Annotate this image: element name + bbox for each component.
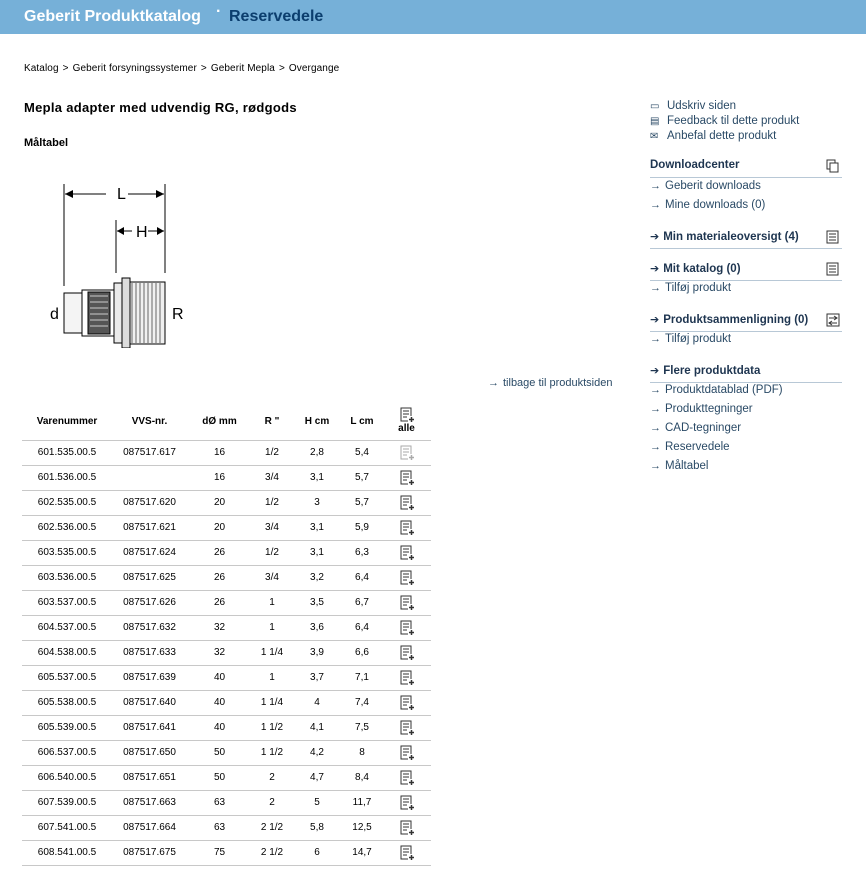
add-to-list-button[interactable] xyxy=(382,615,431,640)
cell-thread: 2 xyxy=(252,790,292,815)
cell-vvs-nr: 087517.626 xyxy=(112,590,187,615)
cell-h: 3,5 xyxy=(292,590,342,615)
cell-diameter: 32 xyxy=(187,615,252,640)
my-catalog-heading[interactable]: ➔ Mit katalog (0) xyxy=(650,262,842,281)
cell-thread: 1/2 xyxy=(252,490,292,515)
cell-l: 8 xyxy=(342,740,382,765)
cell-l: 12,5 xyxy=(342,815,382,840)
recommend-link[interactable]: ✉ Anbefal dette produkt xyxy=(650,130,777,142)
col-header-h: H cm xyxy=(292,403,342,440)
table-row xyxy=(22,815,431,840)
cell-diameter: 75 xyxy=(187,840,252,865)
table-row xyxy=(22,740,431,765)
table-row xyxy=(22,790,431,815)
add-to-list-button[interactable] xyxy=(382,740,431,765)
cell-l: 14,7 xyxy=(342,840,382,865)
cell-vvs-nr: 087517.641 xyxy=(112,715,187,740)
cell-diameter: 20 xyxy=(187,515,252,540)
cell-diameter: 20 xyxy=(187,490,252,515)
cell-h: 3,1 xyxy=(292,540,342,565)
cell-vvs-nr: 087517.651 xyxy=(112,765,187,790)
maaltabel-heading: Måltabel xyxy=(24,137,69,149)
cell-vvs-nr: 087517.633 xyxy=(112,640,187,665)
cell-h: 4,1 xyxy=(292,715,342,740)
document-add-icon xyxy=(399,470,415,486)
document-add-icon xyxy=(399,520,415,536)
add-to-list-button[interactable] xyxy=(382,640,431,665)
cell-diameter: 63 xyxy=(187,790,252,815)
table-row xyxy=(22,690,431,715)
datasheet-pdf-link[interactable]: → Produktdatablad (PDF) xyxy=(650,384,783,396)
cell-varenummer: 601.536.00.5 xyxy=(22,465,112,490)
copy-icon xyxy=(826,159,840,173)
page-title: Mepla adapter med udvendig RG, rødgods xyxy=(24,100,297,115)
cell-diameter: 40 xyxy=(187,715,252,740)
arrow-right-icon: → xyxy=(650,403,661,415)
cell-vvs-nr: 087517.617 xyxy=(112,440,187,465)
cell-h: 3,2 xyxy=(292,565,342,590)
cell-varenummer: 601.535.00.5 xyxy=(22,440,112,465)
cell-diameter: 16 xyxy=(187,465,252,490)
label-h: H xyxy=(136,224,148,241)
arrow-right-icon: → xyxy=(650,384,661,396)
cell-diameter: 63 xyxy=(187,815,252,840)
arrow-right-icon: ➔ xyxy=(650,263,660,275)
section-title-reservedele[interactable]: Reservedele xyxy=(229,8,324,25)
document-add-icon xyxy=(399,820,415,836)
back-to-product-link[interactable]: → tilbage til produktsiden xyxy=(488,377,613,389)
cell-h: 6 xyxy=(292,840,342,865)
cell-diameter: 16 xyxy=(187,440,252,465)
cell-thread: 3/4 xyxy=(252,465,292,490)
cell-thread: 1 1/4 xyxy=(252,690,292,715)
geberit-downloads-link[interactable]: → Geberit downloads xyxy=(650,180,761,192)
arrow-right-icon: → xyxy=(650,460,661,472)
cell-varenummer: 603.536.00.5 xyxy=(22,565,112,590)
printer-icon: ▭ xyxy=(650,101,660,112)
cell-l: 5,7 xyxy=(342,490,382,515)
cell-thread: 1/2 xyxy=(252,540,292,565)
add-to-list-button[interactable] xyxy=(382,815,431,840)
compare-icon xyxy=(826,313,840,327)
catalog-icon xyxy=(826,262,840,276)
speech-bubble-icon: ▤ xyxy=(650,116,660,127)
document-add-icon xyxy=(399,695,415,711)
table-row xyxy=(22,590,431,615)
document-add-icon xyxy=(399,620,415,636)
add-to-list-button[interactable] xyxy=(382,765,431,790)
document-add-icon xyxy=(399,545,415,561)
label-d: d xyxy=(50,306,59,323)
cell-h: 3,1 xyxy=(292,465,342,490)
cell-diameter: 26 xyxy=(187,540,252,565)
cell-l: 6,4 xyxy=(342,615,382,640)
cell-vvs-nr: 087517.624 xyxy=(112,540,187,565)
add-to-list-button[interactable] xyxy=(382,590,431,615)
document-add-icon xyxy=(399,795,415,811)
cell-vvs-nr: 087517.650 xyxy=(112,740,187,765)
cell-h: 5,8 xyxy=(292,815,342,840)
cell-thread: 3/4 xyxy=(252,565,292,590)
cell-h: 3,6 xyxy=(292,615,342,640)
cell-h: 4,7 xyxy=(292,765,342,790)
cell-h: 3,1 xyxy=(292,515,342,540)
cell-varenummer: 605.537.00.5 xyxy=(22,665,112,690)
arrow-right-icon: → xyxy=(650,441,661,453)
cell-vvs-nr: 087517.663 xyxy=(112,790,187,815)
arrow-right-icon: → xyxy=(488,377,499,389)
catalog-add-product-link[interactable]: → Tilføj produkt xyxy=(650,282,732,294)
col-header-varenummer: Varenummer xyxy=(22,403,112,440)
dimension-drawing xyxy=(44,178,194,348)
table-row xyxy=(22,715,431,740)
cell-varenummer: 605.539.00.5 xyxy=(22,715,112,740)
cell-l: 6,7 xyxy=(342,590,382,615)
label-r: R xyxy=(172,306,184,323)
brand-separator: · xyxy=(216,3,222,20)
cell-l: 7,1 xyxy=(342,665,382,690)
cell-thread: 2 1/2 xyxy=(252,840,292,865)
add-to-list-button[interactable] xyxy=(382,465,431,490)
cell-thread: 1 1/2 xyxy=(252,715,292,740)
arrow-right-icon: ➔ xyxy=(650,231,660,243)
cell-thread: 2 xyxy=(252,765,292,790)
cell-vvs-nr: 087517.625 xyxy=(112,565,187,590)
table-row xyxy=(22,640,431,665)
table-row xyxy=(22,665,431,690)
table-row xyxy=(22,490,431,515)
cell-varenummer: 602.536.00.5 xyxy=(22,515,112,540)
document-add-icon xyxy=(399,570,415,586)
table-row xyxy=(22,440,431,465)
document-add-icon xyxy=(399,720,415,736)
cell-l: 5,9 xyxy=(342,515,382,540)
arrow-right-icon: → xyxy=(650,199,661,211)
material-overview-heading[interactable]: ➔ Min materialeoversigt (4) xyxy=(650,230,842,249)
add-to-list-button[interactable] xyxy=(382,790,431,815)
cell-thread: 3/4 xyxy=(252,515,292,540)
add-to-list-button[interactable] xyxy=(382,515,431,540)
add-all-button[interactable] xyxy=(382,403,431,440)
cell-varenummer: 605.538.00.5 xyxy=(22,690,112,715)
cell-l: 7,4 xyxy=(342,690,382,715)
feedback-link[interactable]: ▤ Feedback til dette produkt xyxy=(650,115,800,127)
spare-parts-link[interactable]: → Reservedele xyxy=(650,441,730,453)
table-row xyxy=(22,515,431,540)
cell-l: 6,4 xyxy=(342,565,382,590)
document-add-icon xyxy=(399,595,415,611)
cell-varenummer: 603.535.00.5 xyxy=(22,540,112,565)
arrow-right-icon: → xyxy=(650,282,661,294)
top-banner xyxy=(0,0,866,34)
cell-thread: 1 1/4 xyxy=(252,640,292,665)
breadcrumb-item-forsyningssystemer[interactable]: Geberit forsyningssystemer xyxy=(72,63,197,74)
cell-thread: 1 xyxy=(252,665,292,690)
cell-varenummer: 607.539.00.5 xyxy=(22,790,112,815)
document-add-icon xyxy=(399,407,415,423)
document-add-icon xyxy=(399,645,415,661)
add-to-list-button[interactable] xyxy=(382,715,431,740)
add-to-list-button[interactable] xyxy=(382,540,431,565)
breadcrumb-item-overgange[interactable]: Overgange xyxy=(288,63,340,74)
cell-h: 3 xyxy=(292,490,342,515)
table-row xyxy=(22,840,431,865)
col-header-r: R " xyxy=(252,403,292,440)
arrow-right-icon: ➔ xyxy=(650,365,660,377)
table-row xyxy=(22,765,431,790)
table-header-row xyxy=(22,403,431,440)
cell-thread: 2 1/2 xyxy=(252,815,292,840)
breadcrumb-item-mepla[interactable]: Geberit Mepla xyxy=(210,63,275,74)
cell-varenummer: 608.541.00.5 xyxy=(22,840,112,865)
cell-vvs-nr: 087517.632 xyxy=(112,615,187,640)
cell-h: 3,9 xyxy=(292,640,342,665)
cell-vvs-nr: 087517.675 xyxy=(112,840,187,865)
cell-h: 4 xyxy=(292,690,342,715)
cell-varenummer: 603.537.00.5 xyxy=(22,590,112,615)
cell-thread: 1 xyxy=(252,590,292,615)
table-row xyxy=(22,540,431,565)
document-add-icon xyxy=(399,745,415,761)
envelope-icon: ✉ xyxy=(650,131,659,142)
cell-vvs-nr: 087517.639 xyxy=(112,665,187,690)
cad-drawings-link[interactable]: → CAD-tegninger xyxy=(650,422,742,434)
more-product-data-heading[interactable]: ➔ Flere produktdata xyxy=(650,364,842,383)
cell-h: 4,2 xyxy=(292,740,342,765)
add-to-list-button[interactable] xyxy=(382,665,431,690)
cell-diameter: 32 xyxy=(187,640,252,665)
cell-l: 7,5 xyxy=(342,715,382,740)
col-header-d: dØ mm xyxy=(187,403,252,440)
cell-vvs-nr: 087517.621 xyxy=(112,515,187,540)
downloadcenter-heading[interactable]: Downloadcenter xyxy=(650,159,842,178)
cell-vvs-nr: 087517.640 xyxy=(112,690,187,715)
add-to-list-button[interactable] xyxy=(382,840,431,865)
cell-diameter: 26 xyxy=(187,590,252,615)
dimension-table xyxy=(22,403,431,866)
cell-varenummer: 606.540.00.5 xyxy=(22,765,112,790)
document-add-icon xyxy=(399,770,415,786)
add-to-list-button[interactable] xyxy=(382,690,431,715)
cell-diameter: 40 xyxy=(187,690,252,715)
print-page-link[interactable]: ▭ Udskriv siden xyxy=(650,100,737,112)
cell-diameter: 50 xyxy=(187,765,252,790)
cell-l: 6,6 xyxy=(342,640,382,665)
product-compare-heading[interactable]: ➔ Produktsammenligning (0) xyxy=(650,313,842,332)
list-icon xyxy=(826,230,840,244)
cell-l: 11,7 xyxy=(342,790,382,815)
breadcrumb: Katalog > Geberit forsyningssystemer > Geberit Mepla > Overgange xyxy=(24,63,340,74)
document-add-icon xyxy=(399,495,415,511)
cell-diameter: 50 xyxy=(187,740,252,765)
cell-vvs-nr: 087517.664 xyxy=(112,815,187,840)
cell-diameter: 26 xyxy=(187,565,252,590)
document-add-icon xyxy=(399,670,415,686)
cell-l: 5,7 xyxy=(342,465,382,490)
arrow-right-icon: → xyxy=(650,333,661,345)
document-add-icon xyxy=(399,445,415,461)
dimension-table-link[interactable]: → Måltabel xyxy=(650,460,709,472)
cell-l: 5,4 xyxy=(342,440,382,465)
cell-l: 8,4 xyxy=(342,765,382,790)
add-to-list-button[interactable] xyxy=(382,490,431,515)
cell-vvs-nr xyxy=(112,465,187,490)
cell-varenummer: 602.535.00.5 xyxy=(22,490,112,515)
compare-add-product-link[interactable]: → Tilføj produkt xyxy=(650,333,732,345)
cell-h: 2,8 xyxy=(292,440,342,465)
cell-vvs-nr: 087517.620 xyxy=(112,490,187,515)
my-downloads-link[interactable]: → Mine downloads (0) xyxy=(650,199,766,211)
cell-varenummer: 607.541.00.5 xyxy=(22,815,112,840)
add-all-label: alle xyxy=(398,423,415,435)
cell-thread: 1 1/2 xyxy=(252,740,292,765)
table-row xyxy=(22,565,431,590)
cell-varenummer: 604.538.00.5 xyxy=(22,640,112,665)
table-row xyxy=(22,615,431,640)
cell-h: 3,7 xyxy=(292,665,342,690)
add-to-list-button[interactable] xyxy=(382,565,431,590)
col-header-l: L cm xyxy=(342,403,382,440)
cell-l: 6,3 xyxy=(342,540,382,565)
add-to-list-button[interactable] xyxy=(382,440,431,465)
cell-thread: 1/2 xyxy=(252,440,292,465)
document-add-icon xyxy=(399,845,415,861)
cell-varenummer: 604.537.00.5 xyxy=(22,615,112,640)
brand-title[interactable]: Geberit Produktkatalog xyxy=(24,8,201,25)
arrow-right-icon: → xyxy=(650,180,661,192)
cell-varenummer: 606.537.00.5 xyxy=(22,740,112,765)
cell-h: 5 xyxy=(292,790,342,815)
cell-diameter: 40 xyxy=(187,665,252,690)
table-body xyxy=(22,440,431,865)
col-header-vvs: VVS-nr. xyxy=(112,403,187,440)
table-row xyxy=(22,465,431,490)
arrow-right-icon: ➔ xyxy=(650,314,660,326)
arrow-right-icon: → xyxy=(650,422,661,434)
label-l: L xyxy=(117,186,126,203)
cell-thread: 1 xyxy=(252,615,292,640)
breadcrumb-item-katalog[interactable]: Katalog xyxy=(24,63,59,74)
product-drawings-link[interactable]: → Produkttegninger xyxy=(650,403,753,415)
